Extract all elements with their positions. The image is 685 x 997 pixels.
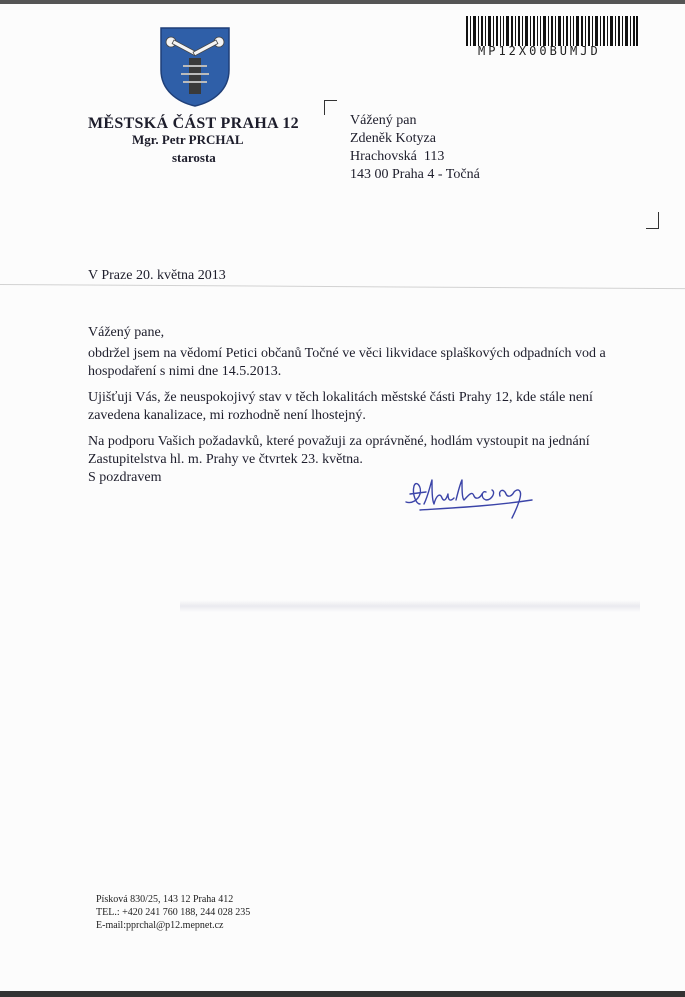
paper-fold xyxy=(0,284,685,289)
paper-fold-shadow xyxy=(180,600,640,612)
footer-phone: TEL.: +420 241 760 188, 244 028 235 xyxy=(96,907,251,918)
recipient-salutation: Vážený pan xyxy=(350,113,417,128)
scan-edge-bottom xyxy=(0,991,685,997)
letter-paragraph: obdržel jsem na vědomí Petici občanů Točné ve věci likvidace splaškových odpadních vod a hospodaření s nimi dne 14.5.2013. xyxy=(88,346,606,379)
letter-paragraph: Na podporu Vašich požadavků, které považuji za oprávněné, hodlám vystoupit na jednání Zastupitelstva hl. m. Prahy ve čtvrtek 23. května. xyxy=(88,434,590,467)
recipient-city: 143 00 Praha 4 - Točná xyxy=(350,167,480,182)
sender-organization: MĚSTSKÁ ČÁST PRAHA 12 xyxy=(88,115,299,132)
coat-of-arms-icon xyxy=(157,24,233,108)
sender-role: starosta xyxy=(172,150,216,165)
letter-closing: S pozdravem xyxy=(88,470,162,485)
letter-date: V Praze 20. května 2013 xyxy=(88,268,226,283)
signature-icon xyxy=(402,470,552,522)
address-window-corner-bottom-right xyxy=(646,212,659,229)
footer-address: Písková 830/25, 143 12 Praha 412 xyxy=(96,894,234,905)
recipient-name: Zdeněk Kotyza xyxy=(350,131,436,146)
recipient-street: Hrachovská 113 xyxy=(350,149,445,164)
barcode-icon xyxy=(466,16,638,46)
scan-edge-top xyxy=(0,0,685,4)
letter-body xyxy=(88,324,648,477)
letter-salutation: Vážený pane, xyxy=(88,325,165,340)
footer-contacts xyxy=(96,893,250,932)
sender-name: Mgr. Petr PRCHAL xyxy=(132,132,244,147)
footer-email: E-mail:pprchal@p12.mepnet.cz xyxy=(96,920,224,931)
address-window-corner-top-left xyxy=(324,100,337,115)
barcode-code: MP12X00BUMJD xyxy=(478,44,601,58)
letter-paragraph: Ujišťuji Vás, že neuspokojivý stav v těch lokalitách městské části Prahy 12, kde stále není zavedena kanalizace, mi rozhodně není lhostejný. xyxy=(88,390,593,423)
